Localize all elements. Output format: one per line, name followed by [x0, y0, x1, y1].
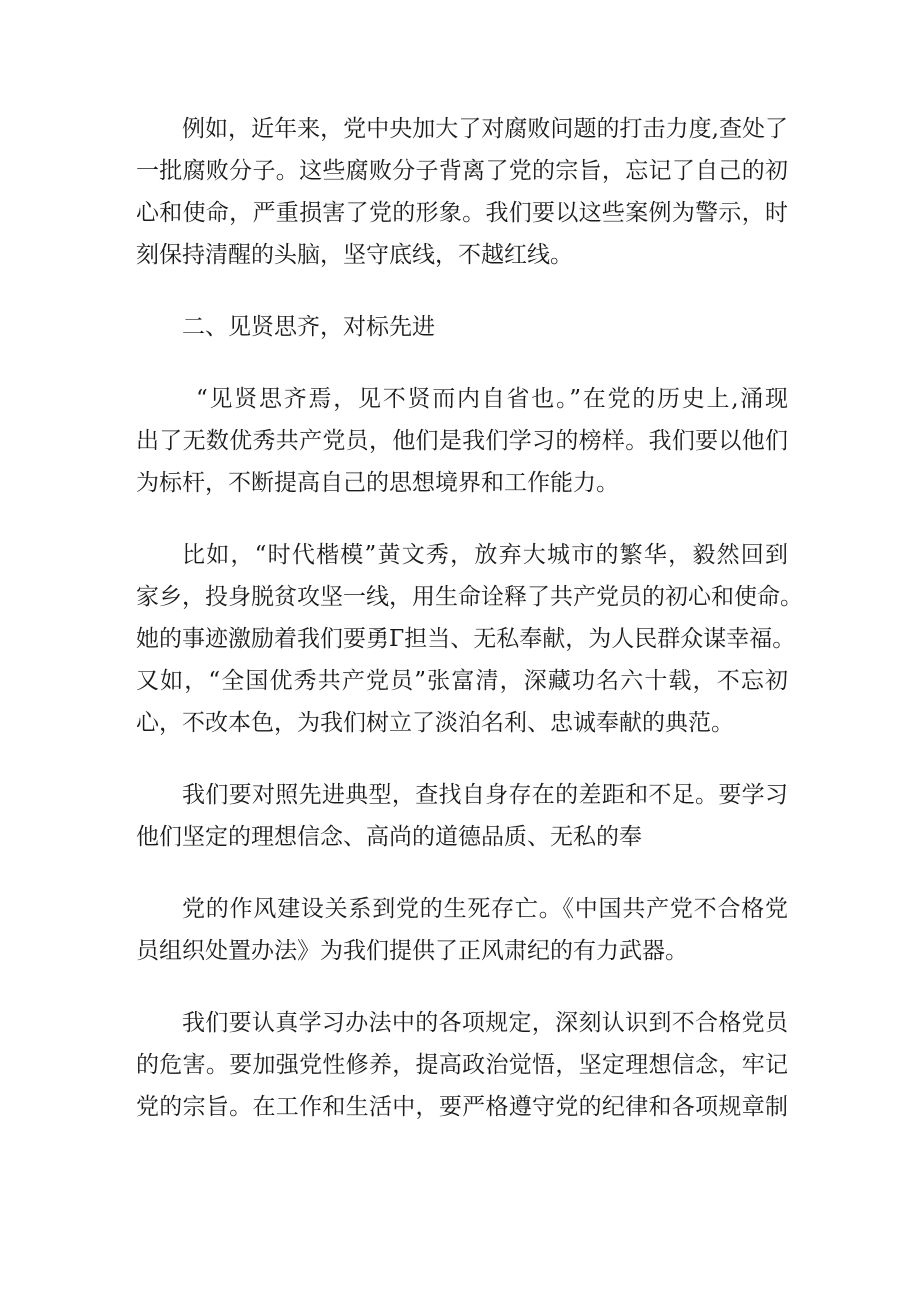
- paragraph-line: 心和使命，严重损害了党的形象。我们要以这些案例为警示，时: [136, 200, 788, 226]
- paragraph-line: 党的作风建设关系到党的生死存亡。《中国共产党不合格党: [182, 896, 788, 922]
- paragraph: [136, 888, 788, 972]
- paragraph: [136, 108, 788, 276]
- paragraph: [136, 378, 788, 504]
- paragraph-line: 刻保持清醒的头脑，坚守底线，不越红线。: [136, 242, 573, 268]
- paragraph-line: 党的宗旨。在工作和生活中，要严格遵守党的纪律和各项规章制: [136, 1094, 788, 1120]
- paragraph-line: 心，不改本色，为我们树立了淡泊名利、忠诚奉献的典范。: [136, 710, 734, 736]
- section-heading-text: 二、见贤思齐，对标先进: [182, 314, 435, 340]
- paragraph-line: 他们坚定的理想信念、高尚的道德品质、无私的奉: [136, 824, 642, 850]
- paragraph: [136, 774, 788, 858]
- paragraph-line: 她的事迹激励着我们要勇Г担当、无私奉献，为人民群众谋幸福。: [136, 626, 796, 652]
- paragraph-line: 比如，“时代楷模”黄文秀，放弃大城市的繁华，毅然回到: [182, 542, 788, 568]
- paragraph-line: 又如，“全国优秀共产党员”张富清，深藏功名六十载，不忘初: [136, 668, 788, 694]
- paragraph-line: 家乡，投身脱贫攻坚一线，用生命诠释了共产党员的初心和使命。: [136, 584, 803, 610]
- paragraph-line: “见贤思齐焉，见不贤而内自省也。”在党的历史上,涌现: [196, 386, 788, 412]
- section-heading: [136, 306, 788, 348]
- paragraph-line: 例如，近年来，党中央加大了对腐败问题的打击力度,查处了: [182, 116, 788, 142]
- paragraph-line: 为标杆，不断提高自己的思想境界和工作能力。: [136, 470, 619, 496]
- paragraph-line: 的危害。要加强党性修养，提高政治觉悟，坚定理想信念，牢记: [136, 1052, 788, 1078]
- document-body: [136, 108, 803, 1128]
- paragraph-line: 出了无数优秀共产党员，他们是我们学习的榜样。我们要以他们: [136, 428, 788, 454]
- paragraph-line: 我们要对照先进典型，查找自身存在的差距和不足。要学习: [182, 782, 788, 808]
- paragraph-line: 一批腐败分子。这些腐败分子背离了党的宗旨，忘记了自己的初: [136, 158, 788, 184]
- paragraph: [136, 534, 803, 744]
- paragraph: [136, 1002, 788, 1128]
- paragraph-line: 我们要认真学习办法中的各项规定，深刻认识到不合格党员: [182, 1010, 788, 1036]
- paragraph-line: 员组织处置办法》为我们提供了正风肃纪的有力武器。: [136, 938, 688, 964]
